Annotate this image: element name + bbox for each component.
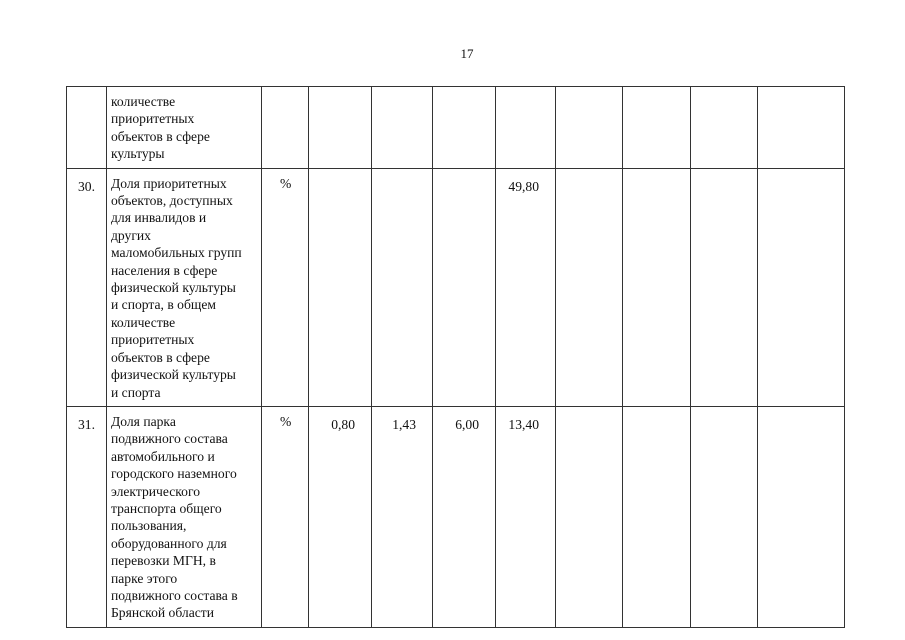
indicator-line: Брянской области [111, 605, 214, 621]
indicator-line: культуры [111, 146, 165, 162]
indicator-line: объектов, доступных [111, 193, 233, 209]
indicator-line: электрического [111, 483, 200, 499]
value-cell [556, 406, 623, 627]
indicator-line: Доля парка [111, 413, 176, 429]
value-cell [496, 87, 556, 169]
indicator-line: приоритетных [111, 332, 195, 348]
indicator-name [107, 87, 262, 169]
value-cell [623, 168, 691, 406]
indicator-line: объектов в сфере [111, 128, 210, 144]
indicator-line: других [111, 227, 151, 243]
value-cell: 13,40 [496, 406, 556, 627]
indicator-line: пользования, [111, 518, 187, 534]
table-row [67, 87, 845, 169]
unit-cell [262, 87, 309, 169]
indicator-line: парке этого [111, 570, 178, 586]
value-cell [691, 87, 758, 169]
value-cell [691, 406, 758, 627]
indicator-line: приоритетных [111, 111, 195, 127]
indicator-line: населения в сфере [111, 262, 218, 278]
page-number: 17 [460, 46, 474, 61]
indicator-line: количестве [111, 314, 176, 330]
value-cell: 1,43 [372, 406, 433, 627]
value-cell [623, 406, 691, 627]
value-cell [758, 87, 845, 169]
indicator-line: количестве [111, 94, 176, 109]
indicator-line: подвижного состава в [111, 587, 238, 603]
indicator-line: подвижного состава [111, 431, 228, 447]
value-cell: 49,80 [496, 168, 556, 406]
value-cell [433, 168, 496, 406]
indicator-line: перевозки МГН, в [111, 553, 216, 569]
indicator-line: маломобильных групп [111, 245, 242, 261]
indicator-name [107, 168, 262, 406]
value-cell [623, 87, 691, 169]
indicator-line: и спорта [111, 384, 161, 400]
indicator-line: физической культуры [111, 280, 236, 296]
value-cell: 6,00 [433, 406, 496, 627]
value-cell [309, 87, 372, 169]
value-cell [556, 87, 623, 169]
unit-cell: % [262, 168, 309, 406]
value-cell [309, 168, 372, 406]
indicator-line: объектов в сфере [111, 349, 210, 365]
indicator-table [66, 86, 845, 628]
indicator-line: для инвалидов и [111, 210, 207, 226]
indicator-line: оборудованного для [111, 535, 227, 551]
unit-cell: % [262, 406, 309, 627]
row-number: 30. [67, 168, 107, 406]
value-cell [691, 168, 758, 406]
indicator-line: и спорта, в общем [111, 297, 216, 313]
value-cell [556, 168, 623, 406]
indicator-line: транспорта общего [111, 500, 222, 516]
value-cell [372, 87, 433, 169]
indicator-line: Доля приоритетных [111, 175, 227, 191]
indicator-name [107, 406, 262, 627]
table-row [67, 168, 845, 406]
value-cell [372, 168, 433, 406]
value-cell [758, 406, 845, 627]
indicator-line: городского наземного [111, 466, 237, 482]
row-number: 31. [67, 406, 107, 627]
row-number [67, 87, 107, 169]
table-row [67, 406, 845, 627]
value-cell [758, 168, 845, 406]
indicator-line: физической культуры [111, 367, 236, 383]
value-cell [433, 87, 496, 169]
indicator-line: автомобильного и [111, 448, 215, 464]
value-cell: 0,80 [309, 406, 372, 627]
